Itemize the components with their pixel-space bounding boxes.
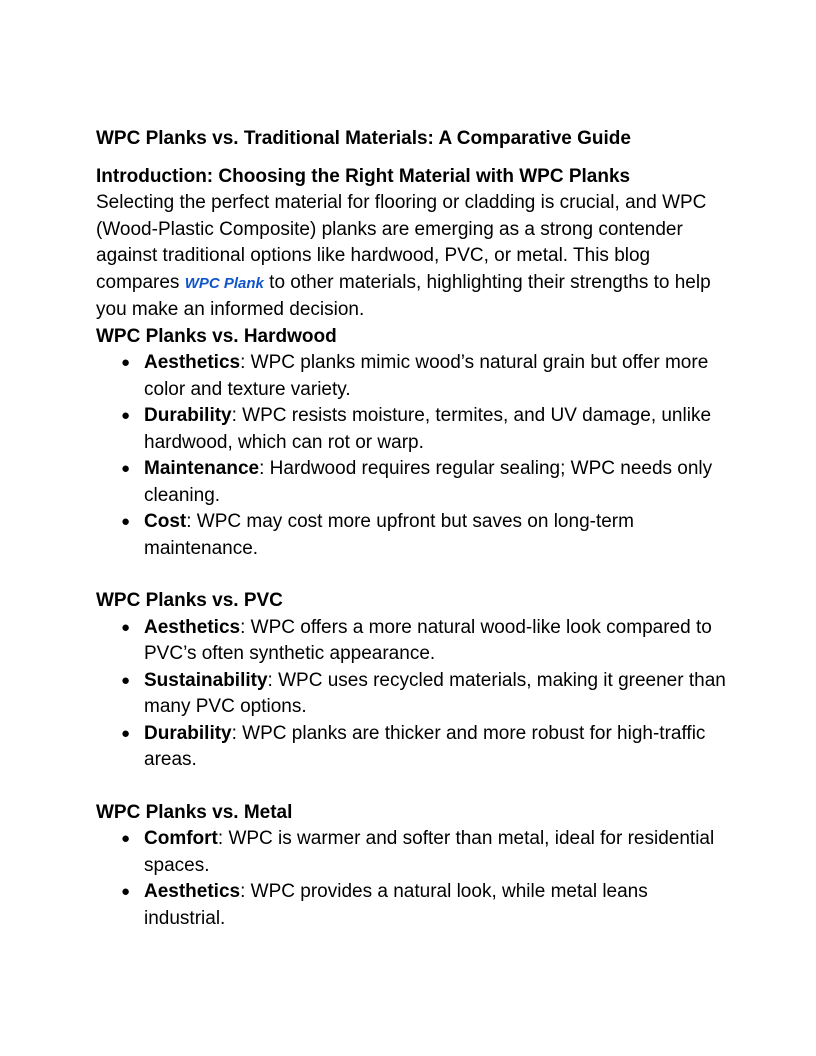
section-spacer xyxy=(96,774,726,800)
list-item xyxy=(96,509,726,562)
document-page xyxy=(96,126,726,932)
list-item xyxy=(96,668,726,721)
pvc-list xyxy=(96,615,726,774)
hardwood-list xyxy=(96,350,726,562)
list-item xyxy=(96,456,726,509)
metal-heading: WPC Planks vs. Metal xyxy=(96,801,293,823)
list-item-term: Durability xyxy=(144,405,232,426)
list-item xyxy=(96,721,726,774)
list-item-text: : WPC may cost more upfront but saves on long-term maintenance. xyxy=(144,511,634,559)
bullet-icon: ● xyxy=(121,830,131,847)
list-item-term: Comfort xyxy=(144,828,218,849)
list-item-term: Aesthetics xyxy=(144,881,241,902)
bullet-icon: ● xyxy=(121,460,131,477)
list-item-text: : WPC planks are thicker and more robust for high-traffic areas. xyxy=(144,722,706,770)
wpc-plank-link[interactable]: WPC Plank xyxy=(184,274,264,292)
section-spacer xyxy=(96,562,726,588)
list-item-term: Aesthetics xyxy=(144,616,241,638)
list-item-term: Aesthetics xyxy=(144,352,241,373)
intro-text-after-link: to other materials, highlighting their strengths to help you make an informed decision. xyxy=(96,271,711,320)
bullet-icon: ● xyxy=(121,883,131,900)
intro-text-before-link: Selecting the perfect material for flooring or cladding is crucial, and WPC (Wood-Plastic Composite) planks are emerging as a strong contender against traditional options like hardwood, PVC, or metal. This blog compares xyxy=(96,192,707,293)
page-title: WPC Planks vs. Traditional Materials: A Comparative Guide xyxy=(96,128,631,149)
list-item xyxy=(96,615,726,668)
intro-paragraph xyxy=(96,190,726,324)
list-item xyxy=(96,403,726,456)
bullet-icon: ● xyxy=(121,354,131,371)
list-item-text: : WPC planks mimic wood’s natural grain but offer more color and texture variety. xyxy=(144,352,709,400)
list-item-text: : Hardwood requires regular sealing; WPC needs only cleaning. xyxy=(144,458,713,506)
list-item-term: Cost xyxy=(144,511,187,532)
hardwood-heading: WPC Planks vs. Hardwood xyxy=(96,325,337,347)
list-item xyxy=(96,826,726,879)
list-item-text: : WPC offers a more natural wood-like look compared to PVC’s often synthetic appearance. xyxy=(144,616,712,664)
metal-list xyxy=(96,826,726,932)
list-item xyxy=(96,350,726,403)
bullet-icon: ● xyxy=(121,407,131,424)
list-item-text: : WPC uses recycled materials, making it greener than many PVC options. xyxy=(144,669,726,717)
list-item-text: : WPC is warmer and softer than metal, ideal for residential spaces. xyxy=(144,828,715,876)
bullet-icon: ● xyxy=(121,671,131,689)
pvc-heading: WPC Planks vs. PVC xyxy=(96,590,283,611)
list-item xyxy=(96,879,726,932)
bullet-icon: ● xyxy=(121,724,131,742)
list-item-term: Durability xyxy=(144,722,232,744)
list-item-term: Sustainability xyxy=(144,669,268,691)
bullet-icon: ● xyxy=(121,513,131,530)
list-item-text: : WPC resists moisture, termites, and UV damage, unlike hardwood, which can rot or warp. xyxy=(144,405,712,453)
list-item-term: Maintenance xyxy=(144,458,260,479)
bullet-icon: ● xyxy=(121,618,131,636)
list-item-text: : WPC provides a natural look, while metal leans industrial. xyxy=(144,881,648,929)
intro-heading: Introduction: Choosing the Right Material with WPC Planks xyxy=(96,165,631,187)
